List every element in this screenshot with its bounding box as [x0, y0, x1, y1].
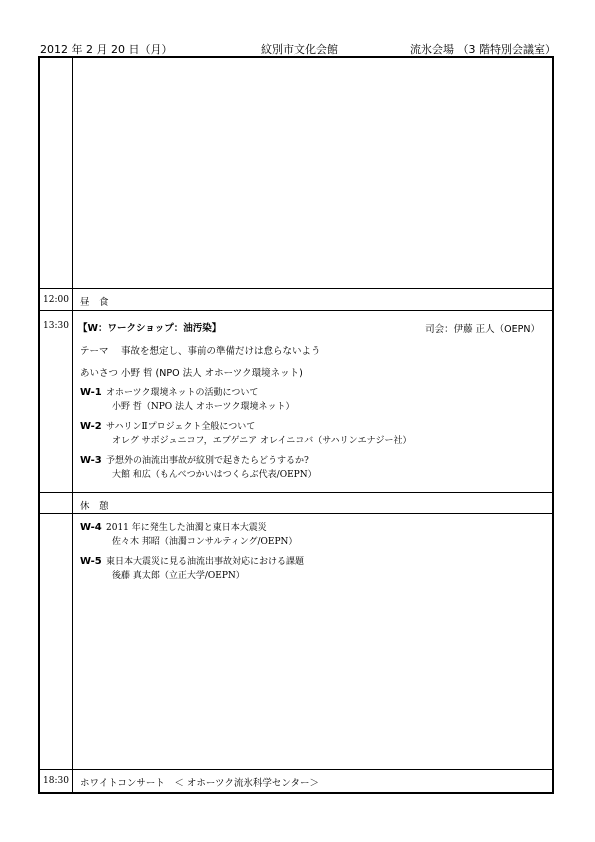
agenda-item-speaker: オレグ サボジュニコフ，エブゲニア オレイニコバ（サハリンエナジー社）: [112, 436, 412, 446]
schedule-table: [38, 56, 554, 794]
agenda-item-title: 予想外の油流出事故が紋別で起きたらどうするか?: [106, 456, 309, 466]
agenda-item: [80, 554, 304, 567]
row-divider: [40, 513, 552, 514]
workshop-greeting: あいさつ 小野 哲 (NPO 法人 オホーツク環境ネット): [80, 368, 303, 379]
workshop-time: 13:30: [43, 321, 69, 331]
agenda-item-number: W-5: [80, 556, 102, 567]
agenda-item: [80, 419, 255, 432]
agenda-item: [80, 385, 258, 398]
row-divider: [40, 492, 552, 493]
concert-time: 18:30: [43, 776, 69, 786]
header-venue: 紋別市文化会館: [261, 43, 338, 56]
lunch-label: 昼 食: [80, 297, 109, 308]
agenda-item: [80, 520, 267, 533]
row-divider: [40, 769, 552, 770]
agenda-item-number: W-2: [80, 421, 102, 432]
agenda-item-title: サハリンⅡプロジェクト全般について: [106, 422, 256, 432]
agenda-item-speaker: 大館 和広（もんべつかいはつくらぶ代表/OEPN）: [112, 470, 317, 480]
row-divider: [40, 310, 552, 311]
agenda-item-speaker: 佐々木 邦昭（油濁コンサルティング/OEPN）: [112, 537, 298, 547]
workshop-title: 【W：ワークショップ：油汚染】: [78, 323, 222, 334]
agenda-item-speaker: 小野 哲（NPO 法人 オホーツク環境ネット）: [112, 402, 295, 412]
workshop-chair: 司会：伊藤 正人（OEPN）: [425, 324, 540, 335]
header-date: 2012 年 2 月 20 日（月）: [40, 43, 173, 56]
lunch-time: 12:00: [43, 295, 69, 305]
row-divider: [40, 288, 552, 289]
agenda-item-number: W-4: [80, 522, 102, 533]
page-header: [40, 41, 556, 55]
break-label: 休 憩: [80, 501, 109, 512]
agenda-item-number: W-1: [80, 387, 102, 398]
agenda-item-speaker: 後藤 真太郎（立正大学/OEPN）: [112, 571, 245, 581]
agenda-item-title: オホーツク環境ネットの活動について: [106, 388, 259, 398]
time-column-divider: [72, 58, 73, 792]
agenda-item: [80, 453, 309, 466]
concert-label: ホワイトコンサート ＜ オホーツク流氷科学センター＞: [80, 778, 320, 789]
workshop-theme: テーマ 事故を想定し、事前の準備だけは怠らないよう: [80, 346, 321, 357]
header-room: 流氷会場 （3 階特別会議室）: [410, 43, 556, 56]
agenda-item-title: 2011 年に発生した油濁と東日本大震災: [106, 523, 267, 533]
agenda-item-title: 東日本大震災に見る油流出事故対応における課題: [106, 557, 305, 567]
agenda-item-number: W-3: [80, 455, 102, 466]
